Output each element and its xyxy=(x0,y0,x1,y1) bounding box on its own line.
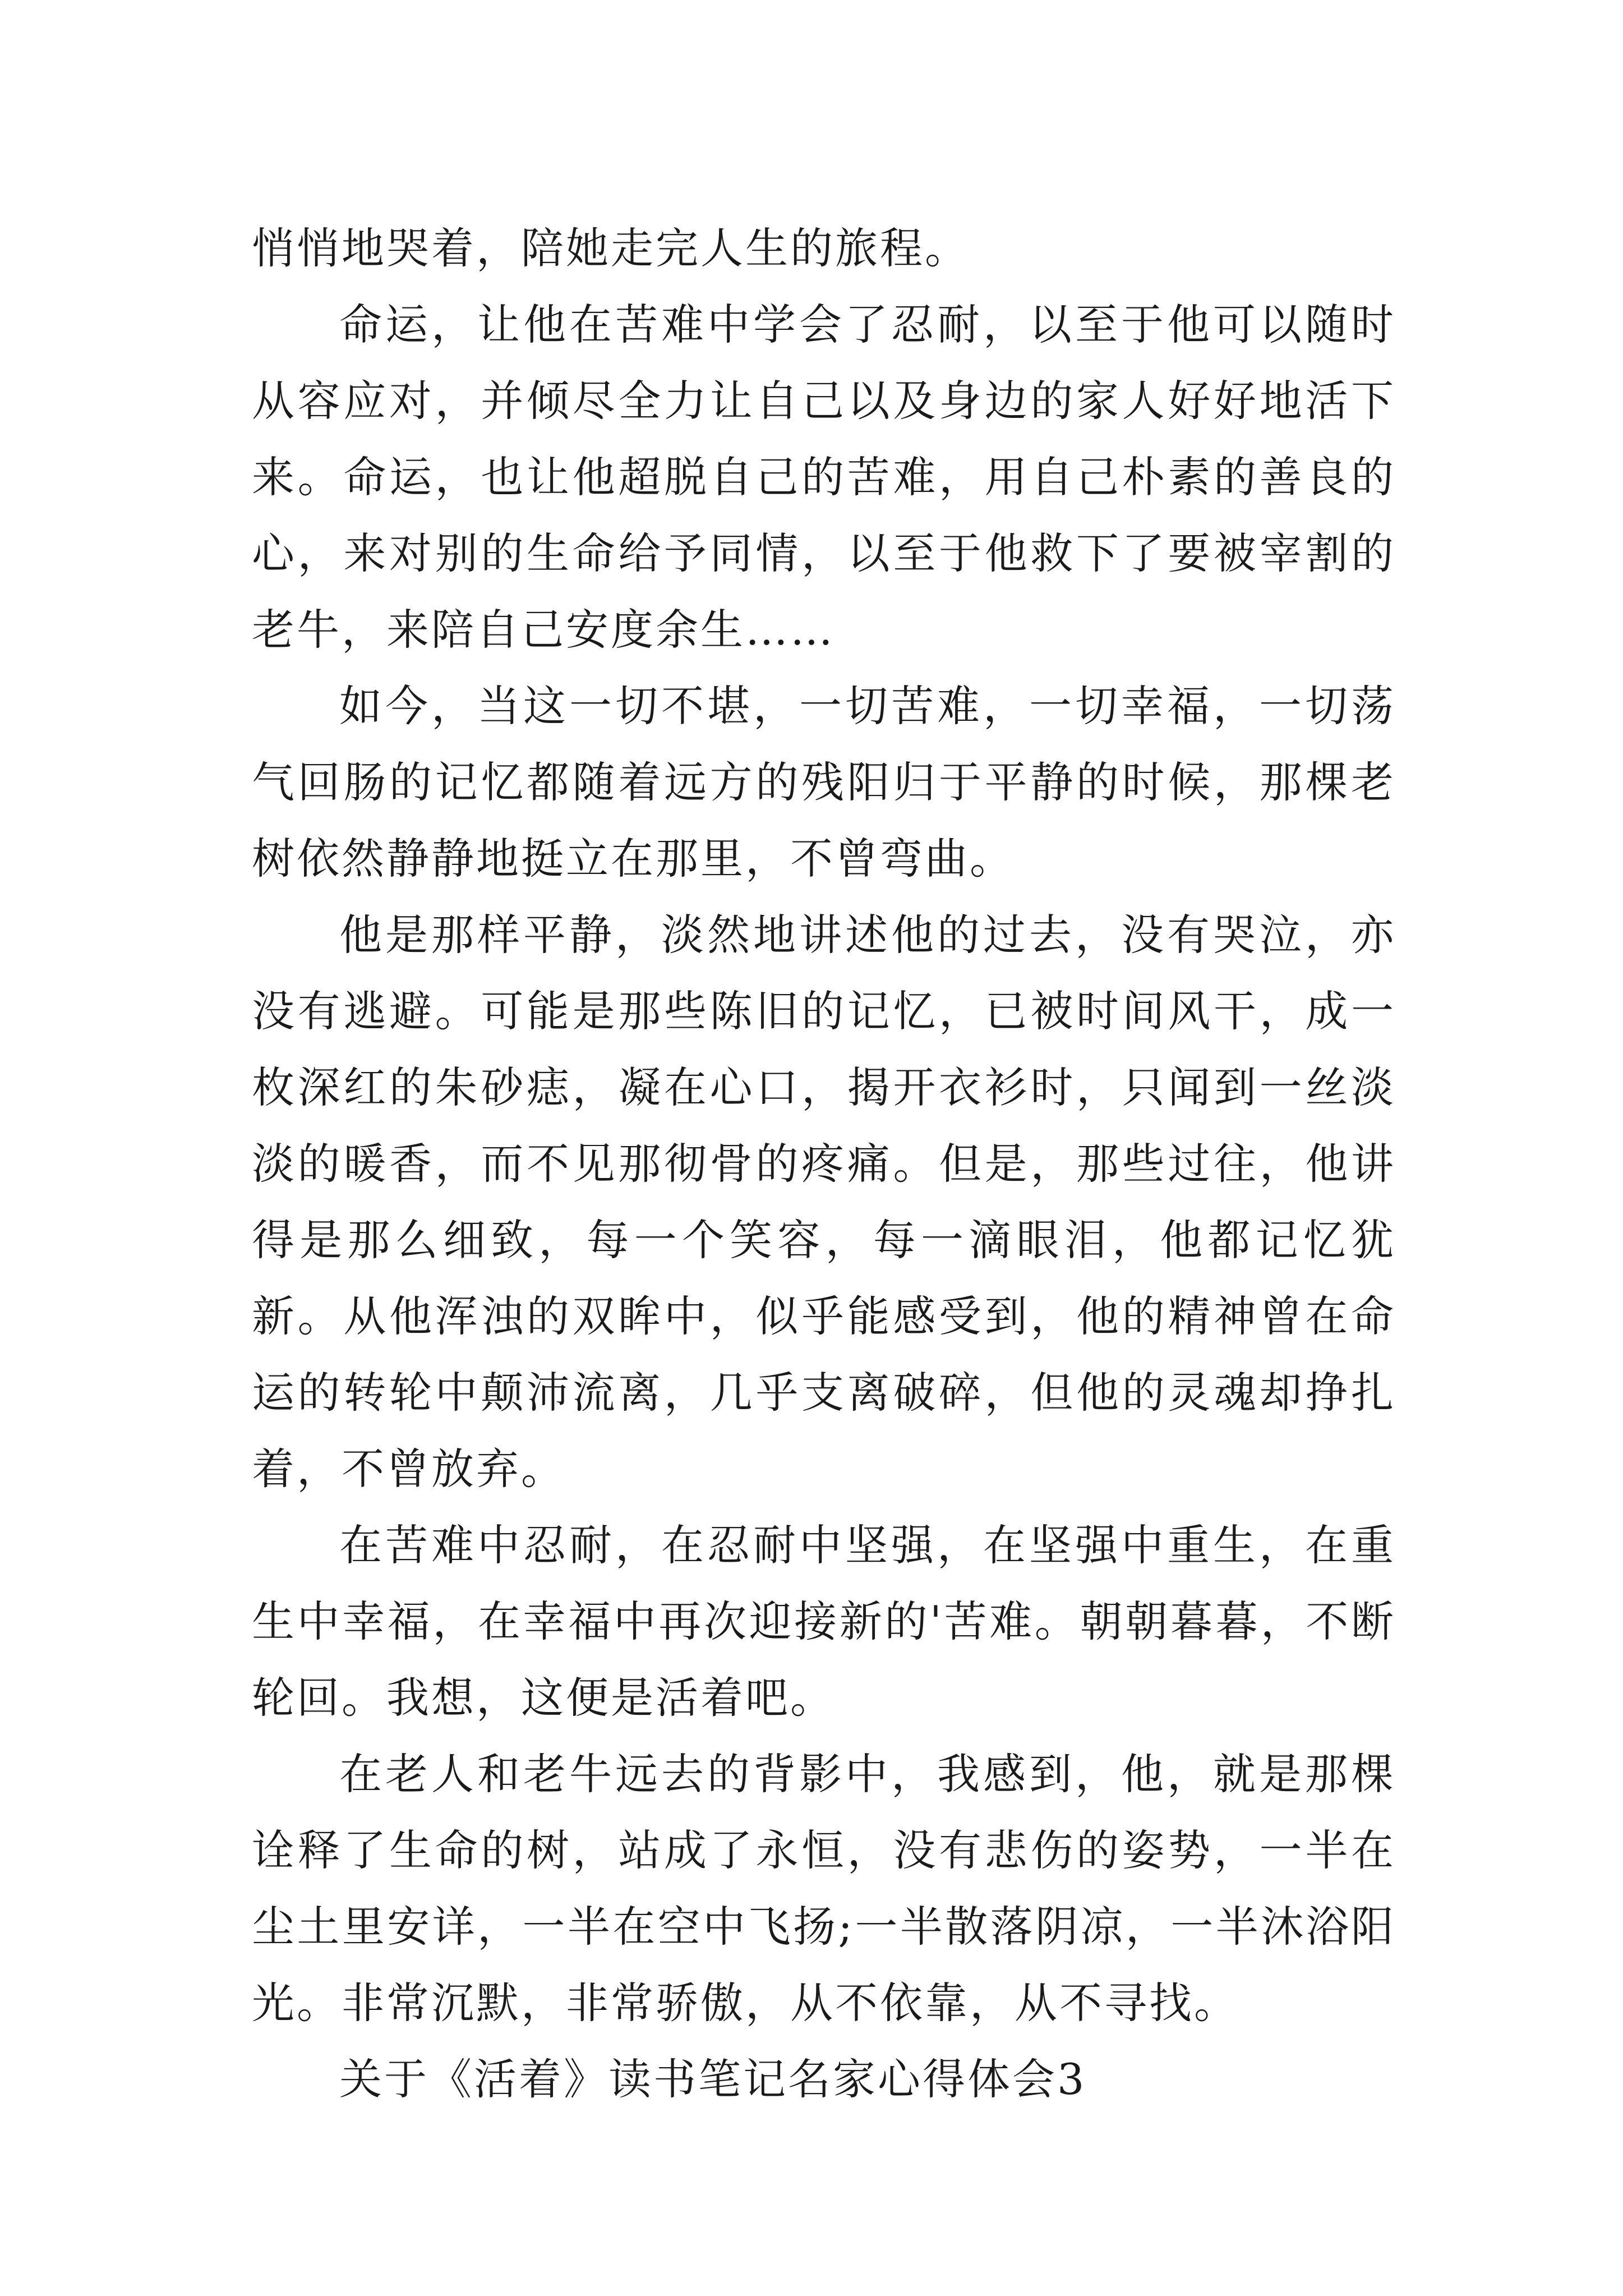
paragraph-4: 他是那样平静，淡然地讲述他的过去，没有哭泣，亦没有逃避。可能是那些陈旧的记忆，已被时间风干，成一枚深红的朱砂痣，凝在心口，揭开衣衫时，只闻到一丝淡淡的暖香，而不见那彻骨的疼痛。但是，那些过往，他讲得是那么细致，每一个笑容，每一滴眼泪，他都记忆犹新。从他浑浊的双眸中，似乎能感受到，他的精神曾在命运的转轮中颠沛流离，几乎支离破碎，但他的灵魂却挣扎着，不曾放弃。 xyxy=(252,910,1396,1494)
paragraph-5: 在苦难中忍耐，在忍耐中坚强，在坚强中重生，在重生中幸福，在幸福中再次迎接新的'苦难。朝朝暮暮，不断轮回。我想，这便是活着吧。 xyxy=(252,1520,1396,1723)
section-heading: 关于《活着》读书笔记名家心得体会3 xyxy=(339,2054,1087,2104)
paragraph-3: 如今，当这一切不堪，一切苦难，一切幸福，一切荡气回肠的记忆都随着远方的残阳归于平静的时候，那棵老树依然静静地挺立在那里，不曾弯曲。 xyxy=(252,681,1396,884)
paragraph-6: 在老人和老牛远去的背影中，我感到，他，就是那棵诠释了生命的树，站成了永恒，没有悲伤的姿势，一半在尘土里安详，一半在空中飞扬;一半散落阴凉，一半沐浴阳光。非常沉默，非常骄傲，从不依靠，从不寻找。 xyxy=(252,1749,1396,2028)
paragraph-1: 悄悄地哭着，陪她走完人生的旅程。 xyxy=(252,223,970,273)
paragraph-2: 命运，让他在苦难中学会了忍耐，以至于他可以随时从容应对，并倾尽全力让自己以及身边的家人好好地活下来。命运，也让他超脱自己的苦难，用自己朴素的善良的心，来对别的生命给予同情，以至于他救下了要被宰割的老牛，来陪自己安度余生…… xyxy=(252,300,1396,655)
document-body xyxy=(252,210,1396,2118)
